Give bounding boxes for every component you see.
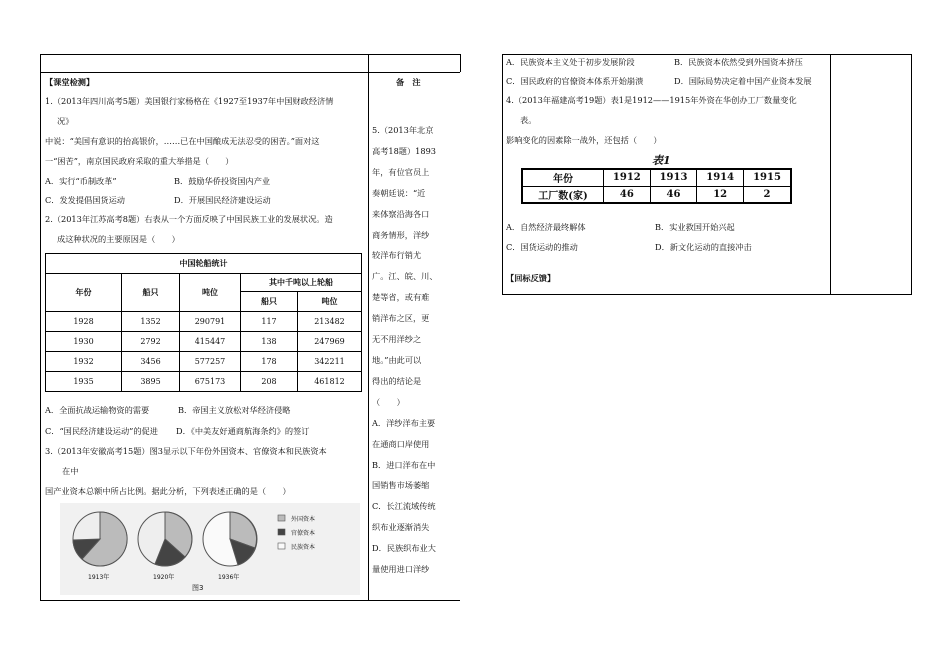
note-line: 在通商口岸使用 bbox=[372, 438, 430, 449]
pie-year-label: 1913年 bbox=[88, 574, 110, 581]
cell: 46 bbox=[604, 186, 651, 203]
cell: 12 bbox=[697, 186, 744, 203]
q1-line4: 一“困苦”，南京国民政府采取的重大举措是（ ） bbox=[45, 156, 234, 166]
note-line: 地。”由此可以 bbox=[372, 354, 422, 365]
note-line: C．长江流域传统 bbox=[372, 501, 436, 512]
pie-year-label: 1936年 bbox=[218, 574, 240, 581]
note-line: 广。江、皖、川、 bbox=[372, 271, 438, 282]
note-divider bbox=[368, 54, 369, 600]
q4-line3: 影响变化的因素除一战外，还包括（ ） bbox=[506, 135, 662, 145]
note-line: B．进口洋布在中 bbox=[372, 459, 436, 470]
q1-line1: 1.（2013年四川高考5题）美国银行家杨格在《1927至1937年中国财政经济情 bbox=[45, 96, 334, 106]
q1-option-a: A．实行“币制改革” bbox=[45, 176, 117, 186]
legend-swatch-foreign bbox=[278, 515, 285, 521]
table-1-foreign-factories bbox=[521, 168, 792, 204]
frame-bottom bbox=[40, 600, 460, 601]
table1-caption: 表1 bbox=[652, 154, 671, 167]
pie-year-label: 1920年 bbox=[153, 574, 175, 581]
q3-line3: 国产业资本总额中所占比例。据此分析，下列表述正确的是（ ） bbox=[45, 486, 291, 496]
cell: 1352 bbox=[122, 312, 180, 332]
cell: 208 bbox=[241, 372, 298, 392]
cell: 342211 bbox=[298, 352, 362, 372]
q2-line1: 2.（2013年江苏高考8题）右表从一个方面反映了中国民族工业的发展状况。造 bbox=[45, 214, 333, 224]
cell: 290791 bbox=[180, 312, 241, 332]
cell: 年份 bbox=[522, 169, 604, 186]
ship-table-header: 船只 bbox=[122, 274, 180, 312]
right-frame-left bbox=[502, 54, 503, 294]
table-row bbox=[46, 332, 362, 352]
note-line: A．洋纱洋布主要 bbox=[372, 417, 436, 428]
legend-bureaucratic-capital: 官僚资本 bbox=[291, 530, 316, 537]
cell: 1935 bbox=[46, 372, 122, 392]
cell: 1928 bbox=[46, 312, 122, 332]
ship-table-header: 年份 bbox=[46, 274, 122, 312]
cell: 247969 bbox=[298, 332, 362, 352]
table-row bbox=[522, 169, 791, 186]
q1-option-b: B．鼓励华侨投资国内产业 bbox=[174, 176, 271, 186]
q3-line2: 在中 bbox=[62, 466, 79, 476]
q2-option-a: A．全面抗战运输物资的需要 bbox=[45, 405, 150, 415]
legend-national-capital: 民族资本 bbox=[291, 544, 316, 551]
note-line: 高考18题）1893 bbox=[372, 145, 437, 156]
note-line: 较洋布行销尤 bbox=[372, 250, 422, 261]
cell: 1912 bbox=[604, 169, 651, 186]
ship-table-header: 吨位 bbox=[298, 292, 362, 312]
note-line: 销洋布之区，更 bbox=[372, 313, 430, 324]
q4-line2: 表。 bbox=[520, 115, 537, 125]
cell: 46 bbox=[650, 186, 697, 203]
header-line bbox=[40, 72, 460, 73]
ship-table-subhead: 其中千吨以上轮船 bbox=[241, 274, 362, 292]
note-line: 奏朝廷说：“近 bbox=[372, 187, 426, 198]
pie-1913 bbox=[73, 512, 127, 566]
figure-3 bbox=[60, 503, 360, 595]
q1-option-d: D．开展国民经济建设运动 bbox=[174, 195, 271, 205]
cell: 1913 bbox=[650, 169, 697, 186]
q4-option-a: A．自然经济最终解体 bbox=[506, 222, 586, 232]
cell: 2 bbox=[744, 186, 791, 203]
q4-line1: 4.（2013年福建高考19题）表1是1912——1915年外资在华创办工厂数量变化 bbox=[506, 95, 797, 105]
note-line: 量使用进口洋纱 bbox=[372, 564, 430, 575]
cell: 3456 bbox=[122, 352, 180, 372]
q4-option-d: D．新文化运动的直接冲击 bbox=[655, 242, 752, 252]
frame-top bbox=[40, 54, 460, 55]
q1-line3: 中说：“美国有意识的抬高银价，……已在中国酿成无法忍受的困苦。”面对这 bbox=[45, 136, 320, 146]
q1-option-c: C．发发提倡国货运动 bbox=[45, 195, 125, 205]
note-line: 织布业逐渐消失 bbox=[372, 522, 430, 533]
cell: 3895 bbox=[122, 372, 180, 392]
q3-option-b: B．民族资本依然受到外国资本挤压 bbox=[674, 57, 803, 67]
q3-option-d: D．国际局势决定着中国产业资本发展 bbox=[674, 76, 812, 86]
q2-option-b: B．帝国主义放松对华经济侵略 bbox=[178, 405, 291, 415]
table-row bbox=[46, 312, 362, 332]
note-line: 国销售市场萎缩 bbox=[372, 480, 430, 491]
pie-1920 bbox=[138, 512, 192, 566]
right-frame-top bbox=[502, 54, 912, 55]
feedback-title: 【回标反馈】 bbox=[506, 273, 556, 283]
table-row bbox=[46, 372, 362, 392]
table-row bbox=[46, 352, 362, 372]
right-frame-bottom bbox=[502, 294, 912, 295]
note-line: 5.（2013年北京 bbox=[372, 125, 434, 135]
note-q5 bbox=[372, 120, 458, 580]
right-frame-right bbox=[911, 54, 912, 294]
legend-swatch-national bbox=[278, 543, 285, 549]
note-line: 来体察沿海各口 bbox=[372, 208, 430, 219]
note-line: 得出的结论是 bbox=[372, 375, 422, 386]
frame-left bbox=[40, 54, 41, 600]
cell: 138 bbox=[241, 332, 298, 352]
right-note-divider bbox=[830, 54, 831, 294]
cell: 工厂数(家) bbox=[522, 186, 604, 203]
note-line: D．民族织布业大 bbox=[372, 543, 436, 554]
cell: 577257 bbox=[180, 352, 241, 372]
ship-table-header: 船只 bbox=[241, 292, 298, 312]
section-title-class-check: 【课堂检测】 bbox=[45, 77, 95, 87]
cell: 1914 bbox=[697, 169, 744, 186]
cell: 415447 bbox=[180, 332, 241, 352]
cell: 1915 bbox=[744, 169, 791, 186]
pie-1936 bbox=[203, 512, 257, 566]
table-row bbox=[522, 186, 791, 203]
note-line: 年，有位官员上 bbox=[372, 166, 430, 177]
legend-swatch-bureaucratic bbox=[278, 529, 285, 535]
cell: 117 bbox=[241, 312, 298, 332]
note-line: （ ） bbox=[372, 396, 405, 407]
q3-option-a: A．民族资本主义处于初步发展阶段 bbox=[506, 57, 635, 67]
note-line: 楚等省，或有难 bbox=[372, 292, 430, 303]
cell: 675173 bbox=[180, 372, 241, 392]
figure-caption: 图3 bbox=[192, 584, 204, 592]
q2-line2: 成这种状况的主要原因是（ ） bbox=[57, 234, 180, 244]
note-line: 无不用洋纱之 bbox=[372, 334, 422, 345]
cell: 1932 bbox=[46, 352, 122, 372]
q1-line2: 况》 bbox=[57, 116, 74, 126]
ship-table-title: 中国轮船统计 bbox=[46, 254, 362, 274]
cell: 2792 bbox=[122, 332, 180, 352]
q3-line1: 3.（2013年安徽高考15题）图3显示以下年份外国资本、官僚资本和民族资本 bbox=[45, 446, 327, 456]
q2-option-d: D．《中美友好通商航海条约》的签订 bbox=[176, 426, 310, 436]
legend-foreign-capital: 外国资本 bbox=[291, 516, 316, 523]
note-header: 备 注 bbox=[396, 77, 421, 87]
cell: 213482 bbox=[298, 312, 362, 332]
frame-right-stub bbox=[460, 54, 461, 72]
q4-option-b: B．实业救国开始兴起 bbox=[655, 222, 735, 232]
q2-option-c: C．“国民经济建设运动”的促进 bbox=[45, 426, 158, 436]
cell: 178 bbox=[241, 352, 298, 372]
cell: 461812 bbox=[298, 372, 362, 392]
cell: 1930 bbox=[46, 332, 122, 352]
q3-option-c: C．国民政府的官僚资本体系开始崩溃 bbox=[506, 76, 644, 86]
ship-table-header: 吨位 bbox=[180, 274, 241, 312]
q4-option-c: C．国货运动的推动 bbox=[506, 242, 578, 252]
note-line: 商务情形，洋纱 bbox=[372, 229, 430, 240]
ship-statistics-table bbox=[45, 253, 362, 392]
